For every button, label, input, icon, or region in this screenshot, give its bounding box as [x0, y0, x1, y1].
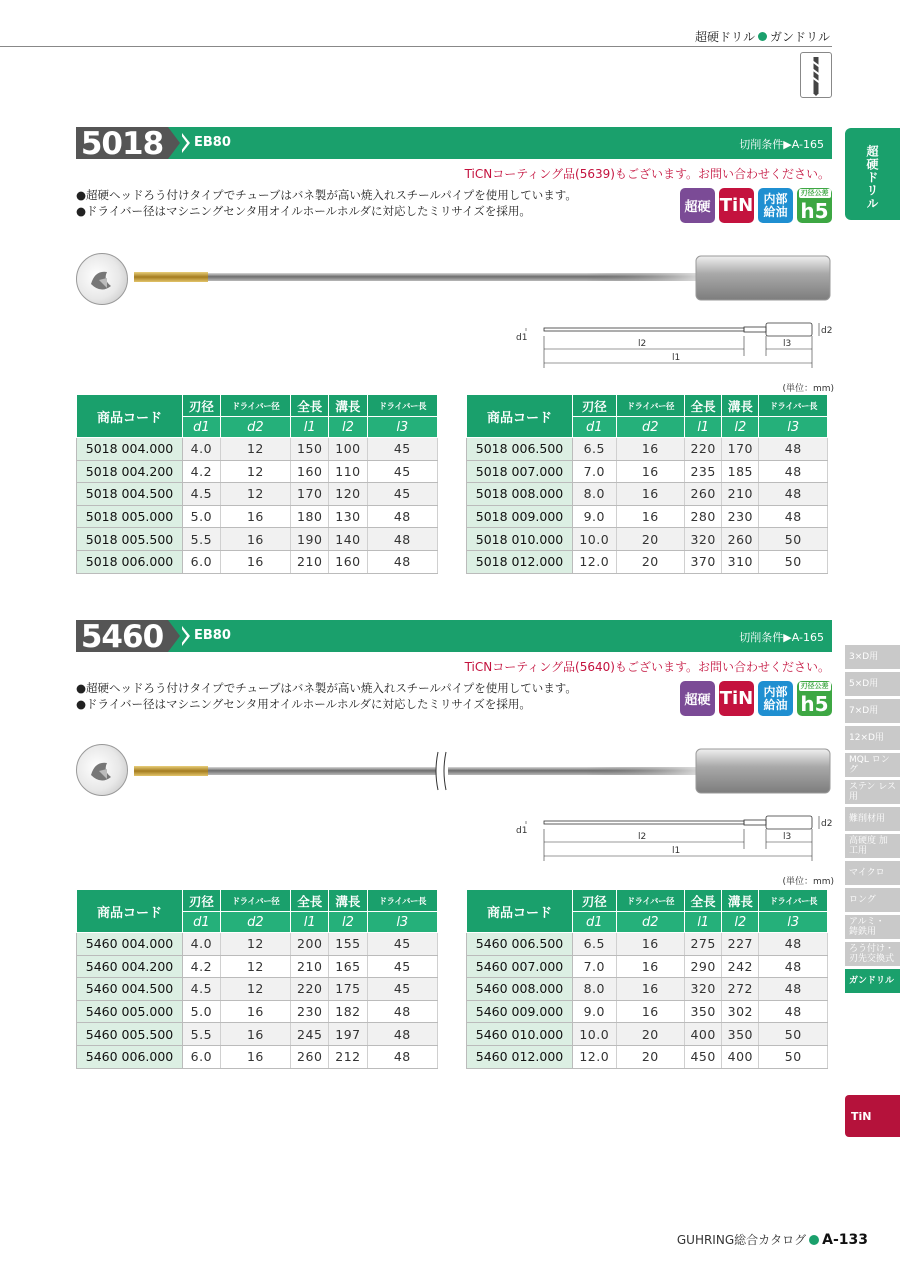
product-code-cell: 5018 008.000 — [467, 483, 573, 506]
table-cell: 110 — [329, 460, 367, 483]
table-cell: 160 — [329, 550, 367, 573]
col-header-dia: 刃径 — [183, 890, 221, 912]
table-cell: 212 — [329, 1045, 367, 1068]
table-cell: 9.0 — [573, 505, 617, 528]
side-tab-item[interactable]: 難削材用 — [845, 807, 900, 831]
table-cell: 260 — [291, 1045, 329, 1068]
table-cell: 182 — [329, 1000, 367, 1023]
coating-note: TiCNコーティング品(5639)もございます。お問い合わせください。 — [464, 167, 830, 181]
feature-item: ●ドライバー径はマシニングセンタ用オイルホールホルダに対応したミリサイズを採用。 — [76, 697, 531, 711]
table-cell: 10.0 — [573, 1023, 617, 1046]
table-cell: 235 — [685, 460, 722, 483]
tolerance-badge — [797, 188, 832, 223]
table-row — [467, 505, 828, 528]
side-tab-item[interactable]: 12×D用 — [845, 726, 900, 750]
product-code-cell: 5460 012.000 — [467, 1045, 573, 1068]
table-cell: 48 — [759, 933, 828, 956]
table-cell: 50 — [759, 550, 828, 573]
side-tab-item[interactable]: 5×D用 — [845, 672, 900, 696]
table-cell: 20 — [616, 1023, 685, 1046]
product-code-cell: 5460 008.000 — [467, 978, 573, 1001]
table-cell: 16 — [616, 933, 685, 956]
dimension-diagram — [516, 805, 836, 865]
table-cell: 12 — [220, 460, 290, 483]
table-cell: 16 — [616, 438, 685, 461]
table-cell: 50 — [759, 1045, 828, 1068]
side-tab-item[interactable]: アルミ・ 鋳鉄用 — [845, 915, 900, 939]
product-code-cell: 5460 010.000 — [467, 1023, 573, 1046]
sym-d2: d2 — [616, 417, 685, 438]
table-cell: 48 — [759, 978, 828, 1001]
product-code-cell: 5460 004.000 — [77, 933, 183, 956]
product-code-cell: 5018 010.000 — [467, 528, 573, 551]
table-cell: 16 — [220, 1000, 290, 1023]
table-cell: 12 — [220, 483, 290, 506]
product-code-cell: 5460 005.500 — [77, 1023, 183, 1046]
table-cell: 16 — [220, 505, 290, 528]
table-cell: 400 — [685, 1023, 722, 1046]
side-tab-item[interactable]: 7×D用 — [845, 699, 900, 723]
spec-table-left — [76, 889, 438, 1069]
col-header-code: 商品コード — [467, 890, 573, 933]
table-cell: 16 — [220, 1045, 290, 1068]
table-row — [77, 933, 438, 956]
product-code-cell: 5018 005.000 — [77, 505, 183, 528]
table-cell: 16 — [616, 1000, 685, 1023]
table-cell: 6.5 — [573, 933, 617, 956]
unit-label: (単位：mm) — [782, 877, 834, 887]
side-tab-item[interactable]: 高硬度 加工用 — [845, 834, 900, 858]
header-divider — [0, 46, 832, 47]
table-row — [467, 1023, 828, 1046]
sym-d2: d2 — [220, 417, 290, 438]
table-cell: 230 — [291, 1000, 329, 1023]
table-cell: 45 — [367, 978, 437, 1001]
table-cell: 320 — [685, 978, 722, 1001]
sym-l3: l3 — [367, 912, 437, 933]
table-cell: 210 — [722, 483, 759, 506]
side-tab-item[interactable]: ロング — [845, 888, 900, 912]
table-cell: 48 — [759, 460, 828, 483]
table-cell: 175 — [329, 978, 367, 1001]
col-header-dia: 刃径 — [573, 395, 617, 417]
table-cell: 320 — [685, 528, 722, 551]
side-tab-item[interactable]: ろう付け・ 刃先交換式 — [845, 942, 900, 966]
table-row — [467, 933, 828, 956]
table-cell: 210 — [291, 550, 329, 573]
dim-l2-label: l2 — [638, 339, 647, 349]
col-header-driver-len: ドライバー長 — [367, 890, 437, 912]
sym-l3: l3 — [759, 417, 828, 438]
table-cell: 48 — [759, 438, 828, 461]
table-cell: 450 — [685, 1045, 722, 1068]
table-cell: 5.5 — [183, 1023, 221, 1046]
table-cell: 160 — [291, 460, 329, 483]
drill-photo — [126, 732, 836, 802]
col-header-length: 全長 — [291, 890, 329, 912]
feature-list — [76, 187, 577, 219]
product-section-5018 — [76, 127, 836, 587]
table-cell: 4.2 — [183, 460, 221, 483]
table-cell: 20 — [616, 528, 685, 551]
cutting-condition-link[interactable]: 切削条件▶A-165 — [739, 631, 824, 644]
product-code-cell: 5018 012.000 — [467, 550, 573, 573]
product-code-cell: 5460 005.000 — [77, 1000, 183, 1023]
table-row — [77, 1045, 438, 1068]
table-row — [77, 438, 438, 461]
table-cell: 4.5 — [183, 483, 221, 506]
product-code-cell: 5018 006.500 — [467, 438, 573, 461]
tolerance-value: h5 — [800, 198, 829, 223]
table-cell: 170 — [722, 438, 759, 461]
col-header-driver-dia: ドライバー径 — [220, 395, 290, 417]
chevron-inner — [181, 628, 187, 644]
dimension-diagram — [516, 312, 836, 372]
table-cell: 10.0 — [573, 528, 617, 551]
table-cell: 5.5 — [183, 528, 221, 551]
table-cell: 302 — [722, 1000, 759, 1023]
product-code-cell: 5460 004.500 — [77, 978, 183, 1001]
side-tab-item[interactable]: ガンドリル — [845, 969, 900, 993]
col-header-code: 商品コード — [467, 395, 573, 438]
table-cell: 290 — [685, 955, 722, 978]
sym-l1: l1 — [685, 912, 722, 933]
table-cell: 16 — [616, 955, 685, 978]
table-cell: 45 — [367, 483, 437, 506]
col-header-length: 全長 — [685, 890, 722, 912]
table-cell: 48 — [759, 483, 828, 506]
col-header-length: 全長 — [685, 395, 722, 417]
table-cell: 6.5 — [573, 438, 617, 461]
table-cell: 230 — [722, 505, 759, 528]
table-cell: 16 — [616, 460, 685, 483]
drill-icon — [800, 52, 832, 98]
table-row — [467, 955, 828, 978]
feature-list — [76, 680, 577, 712]
table-cell: 260 — [722, 528, 759, 551]
table-row — [467, 550, 828, 573]
table-cell: 100 — [329, 438, 367, 461]
table-cell: 130 — [329, 505, 367, 528]
product-code-cell: 5460 004.200 — [77, 955, 183, 978]
table-row — [467, 438, 828, 461]
table-row — [467, 1045, 828, 1068]
table-cell: 48 — [759, 955, 828, 978]
table-cell: 400 — [722, 1045, 759, 1068]
table-cell: 7.0 — [573, 955, 617, 978]
dim-l1-label: l1 — [672, 846, 681, 856]
col-header-driver-len: ドライバー長 — [759, 395, 828, 417]
page-footer — [677, 1231, 868, 1248]
table-cell: 12 — [220, 955, 290, 978]
table-cell: 350 — [685, 1000, 722, 1023]
table-row — [77, 550, 438, 573]
table-cell: 185 — [722, 460, 759, 483]
table-cell: 5.0 — [183, 505, 221, 528]
col-header-dia: 刃径 — [183, 395, 221, 417]
sym-l3: l3 — [367, 417, 437, 438]
table-cell: 50 — [759, 528, 828, 551]
table-cell: 8.0 — [573, 978, 617, 1001]
table-cell: 48 — [367, 550, 437, 573]
product-subtitle: EB80 — [194, 628, 231, 643]
sym-l1: l1 — [685, 417, 722, 438]
table-cell: 220 — [685, 438, 722, 461]
header-category-main: 超硬ドリル — [694, 30, 755, 44]
sym-d1: d1 — [183, 912, 221, 933]
table-cell: 210 — [291, 955, 329, 978]
drill-photo — [126, 244, 836, 314]
product-code-cell: 5460 006.000 — [77, 1045, 183, 1068]
product-code-cell: 5460 007.000 — [467, 955, 573, 978]
col-header-flute: 溝長 — [722, 395, 759, 417]
dim-d2-label: d2 — [821, 819, 833, 829]
sym-d1: d1 — [573, 912, 617, 933]
tin-badge: TiN — [719, 681, 754, 716]
table-row — [467, 1000, 828, 1023]
table-cell: 4.2 — [183, 955, 221, 978]
drill-tip-icon — [76, 744, 128, 796]
product-code-cell: 5018 004.200 — [77, 460, 183, 483]
spec-table-left — [76, 394, 438, 574]
sym-l3: l3 — [759, 912, 828, 933]
table-cell: 370 — [685, 550, 722, 573]
table-cell: 165 — [329, 955, 367, 978]
table-cell: 16 — [220, 550, 290, 573]
table-cell: 48 — [759, 1000, 828, 1023]
side-tab-item[interactable]: 3×D用 — [845, 645, 900, 669]
table-cell: 20 — [616, 1045, 685, 1068]
product-code-cell: 5018 005.500 — [77, 528, 183, 551]
table-cell: 48 — [367, 1045, 437, 1068]
dim-l3-label: l3 — [783, 339, 792, 349]
table-cell: 20 — [616, 550, 685, 573]
spec-table-right — [466, 394, 828, 574]
coolant-badge: 内部給油 — [758, 188, 793, 223]
header-category — [695, 28, 830, 45]
product-code-cell: 5460 009.000 — [467, 1000, 573, 1023]
sym-l1: l1 — [291, 912, 329, 933]
table-cell: 280 — [685, 505, 722, 528]
col-header-code: 商品コード — [77, 890, 183, 933]
table-cell: 4.0 — [183, 933, 221, 956]
spec-table-right — [466, 889, 828, 1069]
col-header-code: 商品コード — [77, 395, 183, 438]
tolerance-value: h5 — [800, 691, 829, 716]
table-cell: 6.0 — [183, 1045, 221, 1068]
table-cell: 45 — [367, 460, 437, 483]
table-cell: 45 — [367, 438, 437, 461]
table-cell: 50 — [759, 1023, 828, 1046]
col-header-driver-dia: ドライバー径 — [616, 395, 685, 417]
table-cell: 45 — [367, 933, 437, 956]
product-code-cell: 5018 006.000 — [77, 550, 183, 573]
sym-l2: l2 — [329, 417, 367, 438]
page-number: A-133 — [822, 1232, 868, 1248]
feature-item: ●ドライバー径はマシニングセンタ用オイルホールホルダに対応したミリサイズを採用。 — [76, 204, 531, 218]
unit-label: (単位：mm) — [782, 384, 834, 394]
sym-d2: d2 — [616, 912, 685, 933]
table-cell: 140 — [329, 528, 367, 551]
table-cell: 12.0 — [573, 1045, 617, 1068]
table-cell: 48 — [367, 1000, 437, 1023]
table-cell: 48 — [367, 1023, 437, 1046]
feature-item: ●超硬ヘッドろう付けタイプでチューブはバネ製が高い焼入れスチールパイプを使用しています。 — [76, 188, 577, 202]
table-row — [77, 1000, 438, 1023]
sym-l2: l2 — [329, 912, 367, 933]
table-cell: 12 — [220, 978, 290, 1001]
col-header-flute: 溝長 — [329, 890, 367, 912]
dim-l3-label: l3 — [783, 832, 792, 842]
sym-d1: d1 — [183, 417, 221, 438]
product-code-cell: 5018 007.000 — [467, 460, 573, 483]
table-cell: 190 — [291, 528, 329, 551]
table-cell: 48 — [759, 505, 828, 528]
table-cell: 155 — [329, 933, 367, 956]
table-cell: 197 — [329, 1023, 367, 1046]
table-row — [77, 955, 438, 978]
table-cell: 16 — [616, 978, 685, 1001]
table-cell: 6.0 — [183, 550, 221, 573]
table-cell: 45 — [367, 955, 437, 978]
side-tab-tin[interactable]: TiN — [845, 1095, 900, 1137]
table-cell: 8.0 — [573, 483, 617, 506]
table-cell: 242 — [722, 955, 759, 978]
table-cell: 16 — [616, 505, 685, 528]
table-cell: 16 — [220, 528, 290, 551]
col-header-dia: 刃径 — [573, 890, 617, 912]
table-cell: 4.0 — [183, 438, 221, 461]
table-cell: 245 — [291, 1023, 329, 1046]
product-code-cell: 5018 009.000 — [467, 505, 573, 528]
table-row — [77, 1023, 438, 1046]
dim-d1-label: d1 — [516, 826, 528, 836]
side-tab-item[interactable]: ステン レス用 — [845, 780, 900, 804]
table-cell: 7.0 — [573, 460, 617, 483]
coating-note: TiCNコーティング品(5640)もございます。お問い合わせください。 — [464, 660, 830, 674]
col-header-flute: 溝長 — [329, 395, 367, 417]
table-cell: 150 — [291, 438, 329, 461]
table-cell: 310 — [722, 550, 759, 573]
table-cell: 4.5 — [183, 978, 221, 1001]
table-row — [77, 483, 438, 506]
arrow-icon — [168, 620, 180, 652]
dot-icon — [758, 32, 767, 41]
tolerance-label: 刃径公差 — [800, 188, 829, 197]
col-header-flute: 溝長 — [722, 890, 759, 912]
table-cell: 120 — [329, 483, 367, 506]
col-header-length: 全長 — [291, 395, 329, 417]
table-cell: 48 — [367, 528, 437, 551]
table-cell: 227 — [722, 933, 759, 956]
side-tab-item[interactable]: マイクロ — [845, 861, 900, 885]
chevron-inner — [181, 135, 187, 151]
product-subtitle: EB80 — [194, 135, 231, 150]
col-header-driver-dia: ドライバー径 — [616, 890, 685, 912]
dim-d1-label: d1 — [516, 333, 528, 343]
carbide-badge: 超硬 — [680, 681, 715, 716]
dim-d2-label: d2 — [821, 326, 833, 336]
table-row — [467, 460, 828, 483]
tolerance-badge — [797, 681, 832, 716]
table-cell: 272 — [722, 978, 759, 1001]
col-header-driver-len: ドライバー長 — [759, 890, 828, 912]
product-number: 5460 — [76, 620, 168, 652]
product-code-cell: 5018 004.500 — [77, 483, 183, 506]
table-row — [467, 483, 828, 506]
col-header-driver-dia: ドライバー径 — [220, 890, 290, 912]
sym-d2: d2 — [220, 912, 290, 933]
table-row — [467, 978, 828, 1001]
dot-icon — [809, 1235, 819, 1245]
sym-l1: l1 — [291, 417, 329, 438]
table-cell: 9.0 — [573, 1000, 617, 1023]
product-section-5460 — [76, 620, 836, 1080]
table-cell: 16 — [616, 483, 685, 506]
sym-l2: l2 — [722, 417, 759, 438]
table-cell: 180 — [291, 505, 329, 528]
dim-l1-label: l1 — [672, 353, 681, 363]
table-row — [77, 505, 438, 528]
sym-l2: l2 — [722, 912, 759, 933]
table-cell: 200 — [291, 933, 329, 956]
product-number: 5018 — [76, 127, 168, 159]
sym-d1: d1 — [573, 417, 617, 438]
product-code-cell: 5460 006.500 — [467, 933, 573, 956]
carbide-badge: 超硬 — [680, 188, 715, 223]
table-cell: 5.0 — [183, 1000, 221, 1023]
col-header-driver-len: ドライバー長 — [367, 395, 437, 417]
arrow-icon — [168, 127, 180, 159]
tolerance-label: 刃径公差 — [800, 681, 829, 690]
table-cell: 12.0 — [573, 550, 617, 573]
table-cell: 48 — [367, 505, 437, 528]
coolant-badge: 内部給油 — [758, 681, 793, 716]
feature-item: ●超硬ヘッドろう付けタイプでチューブはバネ製が高い焼入れスチールパイプを使用しています。 — [76, 681, 577, 695]
table-cell: 275 — [685, 933, 722, 956]
table-cell: 16 — [220, 1023, 290, 1046]
table-cell: 12 — [220, 438, 290, 461]
table-row — [77, 978, 438, 1001]
dim-l2-label: l2 — [638, 832, 647, 842]
table-cell: 260 — [685, 483, 722, 506]
drill-tip-icon — [76, 253, 128, 305]
table-cell: 350 — [722, 1023, 759, 1046]
side-tab-item[interactable]: MQL ロング — [845, 753, 900, 777]
table-cell: 12 — [220, 933, 290, 956]
table-row — [77, 460, 438, 483]
tin-badge: TiN — [719, 188, 754, 223]
side-tab-carbide-drill[interactable]: 超硬ドリル — [845, 128, 900, 220]
catalog-name: GUHRING総合カタログ — [676, 1233, 807, 1247]
table-cell: 220 — [291, 978, 329, 1001]
table-row — [467, 528, 828, 551]
table-cell: 170 — [291, 483, 329, 506]
product-code-cell: 5018 004.000 — [77, 438, 183, 461]
cutting-condition-link[interactable]: 切削条件▶A-165 — [739, 138, 824, 151]
table-row — [77, 528, 438, 551]
header-category-sub: ガンドリル — [769, 30, 830, 44]
